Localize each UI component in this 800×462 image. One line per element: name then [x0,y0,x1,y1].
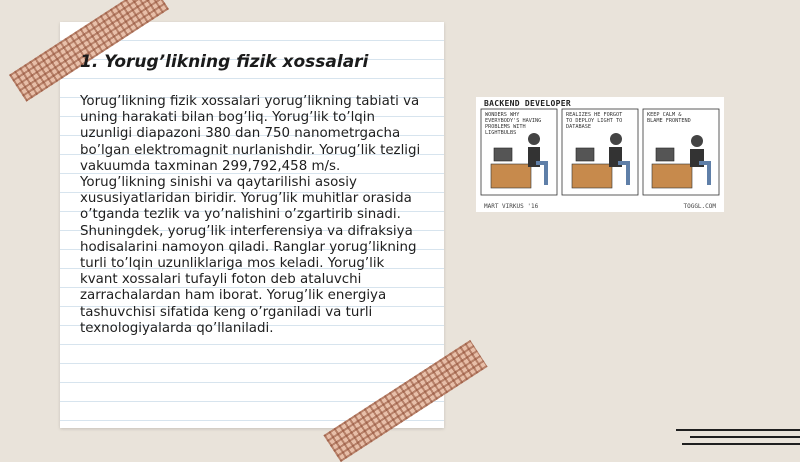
comic-panel2-caption: REALIZES HE FORGOT TO DEPLOY LIGHT TO DATABASE [566,112,623,130]
slide-paragraph: Yorug’likning fizik xossalari yorug’likning tabiati va uning harakati bilan bog’liq. Yorug’lik to’lqin uzunligi diapazoni 380 dan 750 nanometrgacha bo’lgan elektromagnit nurlanishdir. Yorug’lik tezligi vakuumda taxminan 299,792,458 m/s. Yorug’likning sinishi va qaytarilishi asosiy xususiyatlaridan biridir. Yorug’lik muhitlar orasida o’tganda tezlik va yo’nalishini o’zgartirib sinadi. Shuningdek, yorug’lik interferensiya va difraksiya hodisalarini namoyon qiladi. Ranglar yorug’likning turli to’lqin uzunliklariga mos keladi. Yorug’lik kvant xossalari tufayli foton deb ataluvchi zarrachalardan ham iborat. Yorug’lik energiya tashuvchisi sifatida keng o’rganiladi va turli texnologiyalarda qo’llaniladi. [80,94,421,336]
comic-panel3-caption: KEEP CALM & BLAME FRONTEND [647,112,691,124]
comic-site: TOGGL.COM [683,203,716,210]
comic-panel1-caption: WONDERS WHY EVERYBODY'S HAVING PROBLEMS WITH LIGHTBULBS [485,112,542,136]
decorative-line [682,443,800,445]
comic-title: BACKEND DEVELOPER [484,99,571,108]
comic-signature: MART VIRKUS '16 [484,203,539,210]
comic-strip [476,97,724,212]
decorative-line [676,429,800,431]
decorative-line [690,436,800,438]
slide-heading: 1. Yorug’likning fizik xossalari [80,52,369,72]
